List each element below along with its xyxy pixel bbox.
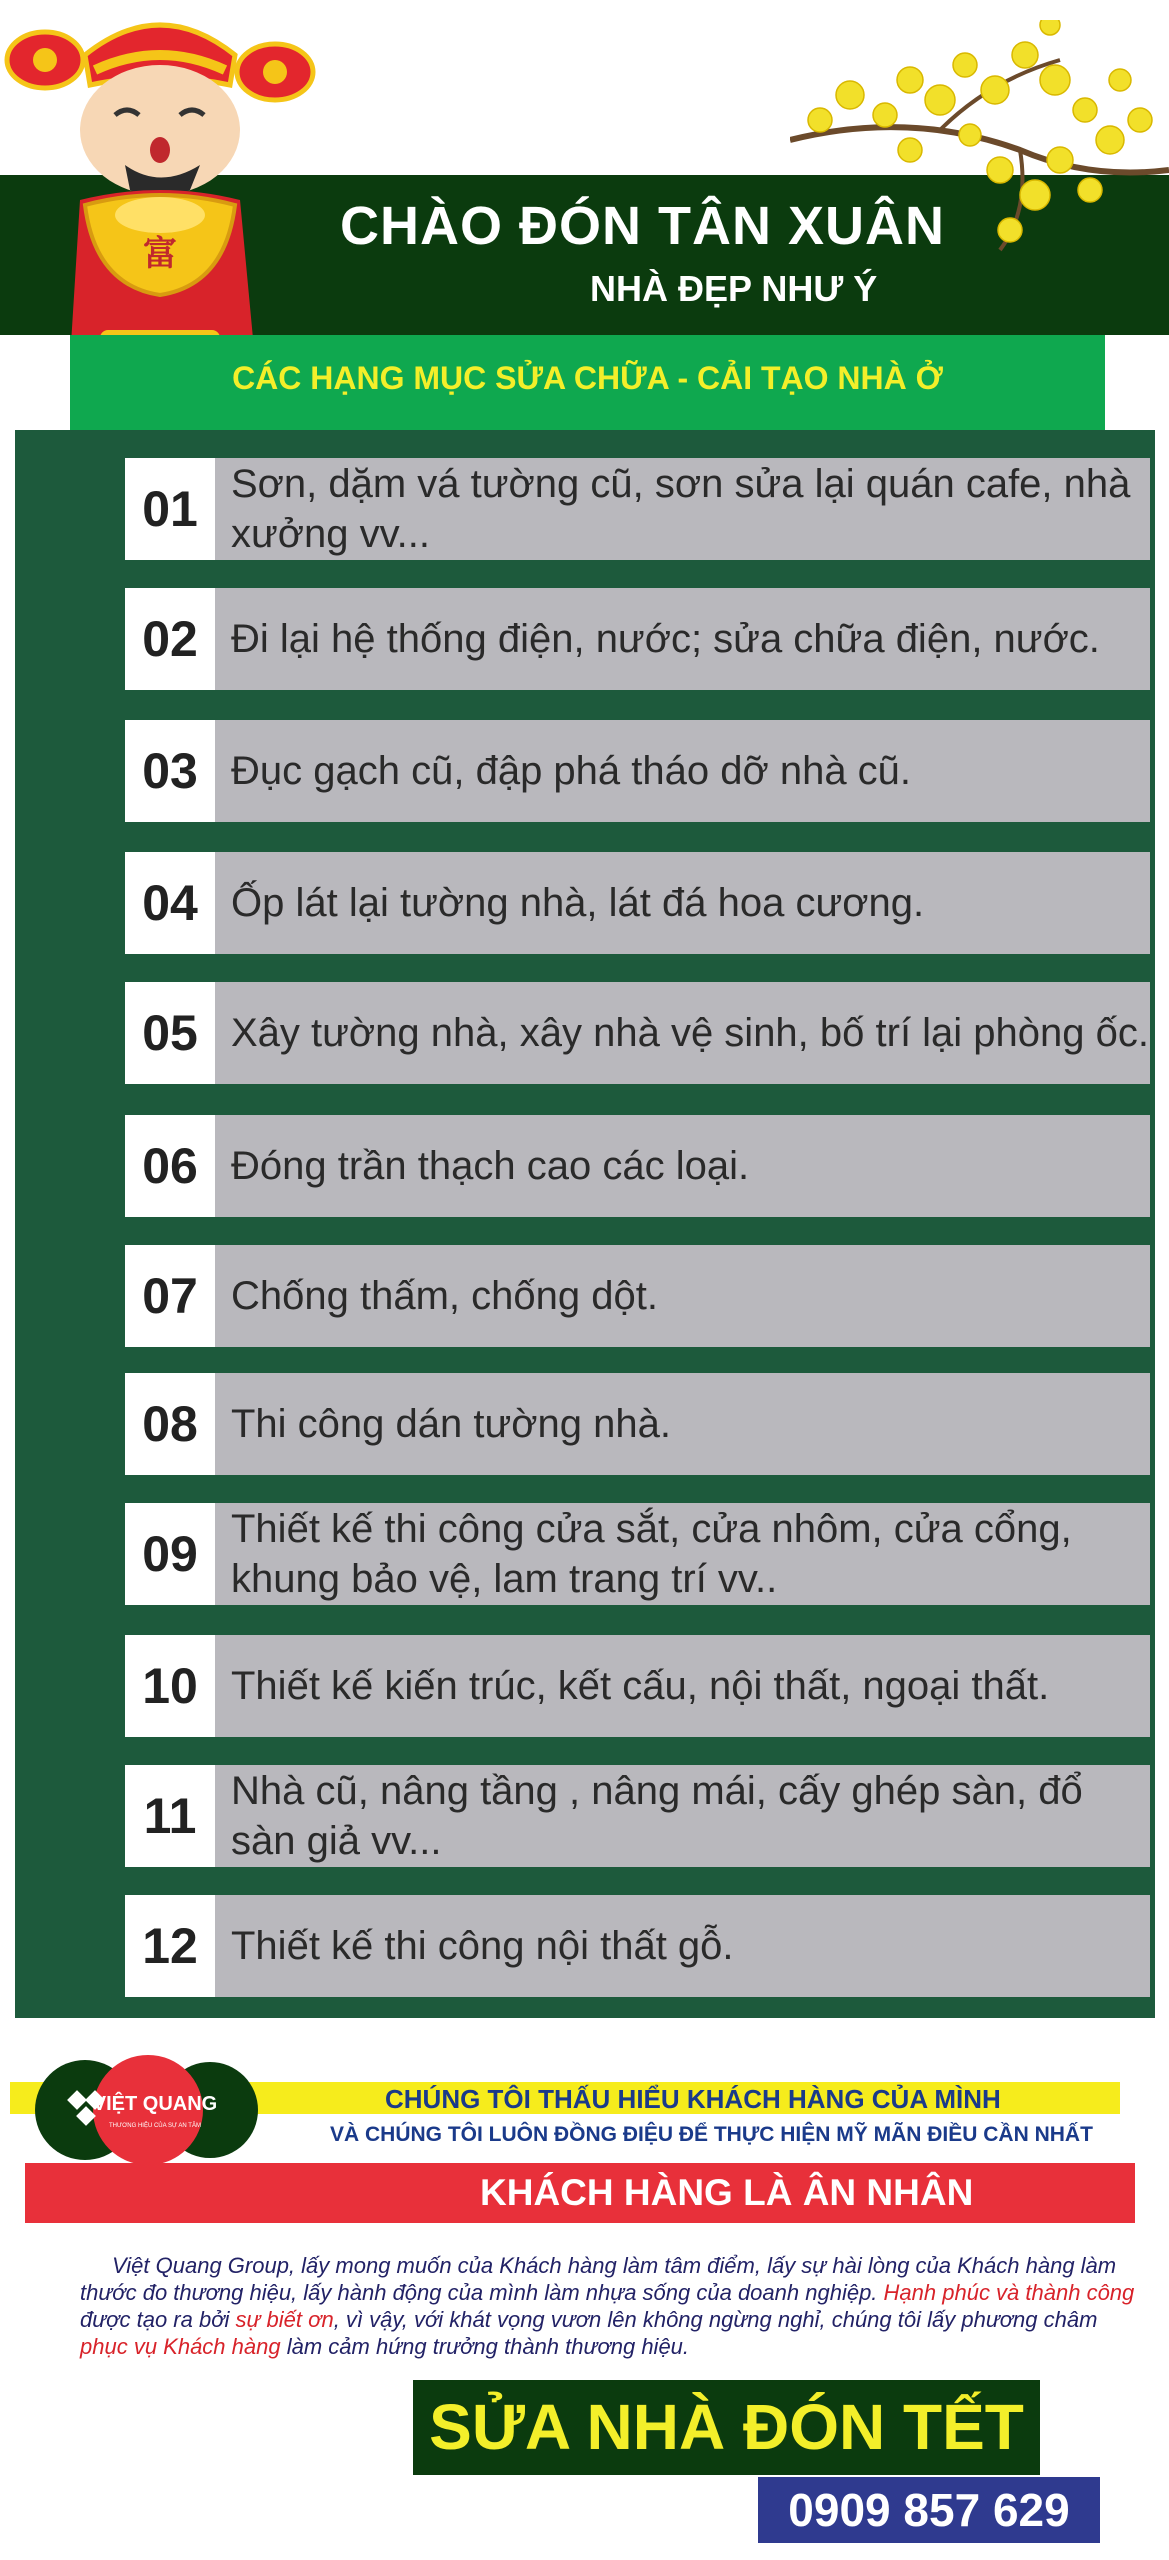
service-number: 02	[125, 588, 215, 690]
tagline-secondary: VÀ CHÚNG TÔI LUÔN ĐỒNG ĐIỆU ĐỂ THỰC HIỆN MỸ MÃN ĐIỀU CẦN NHẤT	[330, 2123, 1093, 2146]
service-text: Thi công dán tường nhà.	[215, 1373, 1150, 1475]
logo-subtext: THƯƠNG HIỆU CỦA SỰ AN TÂM	[109, 2123, 201, 2129]
apricot-blossom-icon	[790, 20, 1169, 270]
phone-number-link[interactable]: 0909 857 629	[788, 2484, 1070, 2536]
service-item	[125, 1115, 1150, 1217]
service-item	[125, 1503, 1150, 1605]
page-title: CHÀO ĐÓN TÂN XUÂN	[340, 196, 945, 256]
description-text: được tạo ra bởi	[80, 2307, 236, 2332]
tagline-primary: CHÚNG TÔI THẤU HIỂU KHÁCH HÀNG CỦA MÌNH	[385, 2084, 1001, 2114]
service-number: 11	[125, 1765, 215, 1867]
service-text: Thiết kế kiến trúc, kết cấu, nội thất, ngoại thất.	[215, 1635, 1150, 1737]
service-text: Sơn, dặm vá tường cũ, sơn sửa lại quán cafe, nhà xưởng vv...	[215, 458, 1150, 560]
cta-text: SỬA NHÀ ĐÓN TẾT	[429, 2391, 1024, 2463]
service-item	[125, 1765, 1150, 1867]
service-text: Đóng trần thạch cao các loại.	[215, 1115, 1150, 1217]
service-number: 04	[125, 852, 215, 954]
service-item	[125, 1245, 1150, 1347]
service-number: 03	[125, 720, 215, 822]
description-highlight: sự biết ơn	[235, 2307, 334, 2332]
slogan-text: KHÁCH HÀNG LÀ ÂN NHÂN	[480, 2172, 974, 2213]
description-text: Việt Quang Group, lấy mong muốn của Khách hàng làm tâm điểm, lấy sự hài lòng của Khách hàng làm thước đo thương hiệu, lấy hành động của mình làm nhựa sống của doanh nghiệp.	[80, 2253, 1117, 2305]
service-text: Đi lại hệ thống điện, nước; sửa chữa điện, nước.	[215, 588, 1150, 690]
god-of-wealth-mascot-icon	[0, 0, 320, 370]
service-text: Xây tường nhà, xây nhà vệ sinh, bố trí lại phòng ốc.	[215, 982, 1150, 1084]
service-item	[125, 1635, 1150, 1737]
service-item	[125, 458, 1150, 560]
service-number: 05	[125, 982, 215, 1084]
service-text: Ốp lát lại tường nhà, lát đá hoa cương.	[215, 852, 1150, 954]
company-description	[80, 2252, 1140, 2360]
service-text: Thiết kế thi công cửa sắt, cửa nhôm, cửa cổng, khung bảo vệ, lam trang trí vv..	[215, 1503, 1150, 1605]
section-title: CÁC HẠNG MỤC SỬA CHỮA - CẢI TẠO NHÀ Ở	[232, 360, 943, 396]
description-text: , vì vậy, với khát vọng vươn lên không ngừng nghỉ, chúng tôi lấy phương châm	[333, 2307, 1098, 2332]
mascot-glyph: 富	[143, 234, 177, 274]
viet-quang-logo-icon	[30, 2055, 260, 2165]
service-text: Chống thấm, chống dột.	[215, 1245, 1150, 1347]
service-text: Đục gạch cũ, đập phá tháo dỡ nhà cũ.	[215, 720, 1150, 822]
description-highlight: Hạnh phúc và thành công	[883, 2280, 1135, 2305]
service-number: 12	[125, 1895, 215, 1997]
service-item	[125, 852, 1150, 954]
service-item	[125, 1373, 1150, 1475]
service-number: 01	[125, 458, 215, 560]
service-item	[125, 720, 1150, 822]
service-item	[125, 1895, 1150, 1997]
service-number: 06	[125, 1115, 215, 1217]
description-text: làm cảm hứng trưởng thành thương hiệu.	[280, 2334, 690, 2359]
service-number: 09	[125, 1503, 215, 1605]
page-subtitle: NHÀ ĐẸP NHƯ Ý	[590, 268, 878, 309]
service-text: Thiết kế thi công nội thất gỗ.	[215, 1895, 1150, 1997]
service-item	[125, 588, 1150, 690]
service-number: 08	[125, 1373, 215, 1475]
logo-text: VIỆT QUANG	[92, 2093, 218, 2115]
service-number: 10	[125, 1635, 215, 1737]
service-number: 07	[125, 1245, 215, 1347]
description-highlight: phục vụ Khách hàng	[80, 2334, 281, 2359]
service-text: Nhà cũ, nâng tầng , nâng mái, cấy ghép sàn, đổ sàn giả vv...	[215, 1765, 1150, 1867]
service-item	[125, 982, 1150, 1084]
